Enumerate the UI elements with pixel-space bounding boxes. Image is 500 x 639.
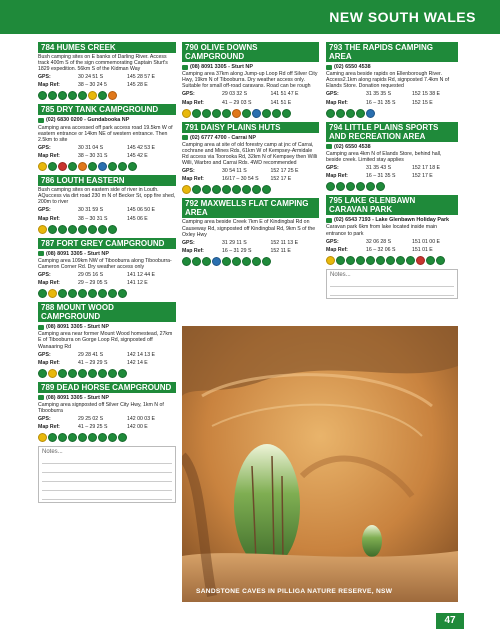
facility-icon [58, 289, 67, 298]
phone-icon [38, 118, 44, 123]
map-ref-row [38, 82, 176, 88]
facility-icon [346, 256, 355, 265]
campsite-entry [326, 195, 458, 265]
gps-label: GPS: [182, 168, 195, 175]
map-ref-row [326, 100, 458, 106]
facility-icon [192, 257, 201, 266]
facility-icon [48, 369, 57, 378]
facility-icon [98, 369, 107, 378]
map-ref-label: Map Ref: [326, 173, 348, 180]
facility-icon [242, 185, 251, 194]
gps-label: GPS: [326, 165, 339, 172]
facility-icon [182, 109, 191, 118]
notes-line [42, 455, 172, 464]
facility-icon [212, 257, 221, 266]
campsite-phone [326, 64, 458, 70]
phone-icon [326, 144, 332, 149]
gps-row [182, 91, 319, 97]
gps-latitude: 31 29 11 S [222, 239, 247, 246]
facility-icon [78, 433, 87, 442]
gps-longitude: 145 06 50 E [127, 207, 155, 214]
map-ref-longitude: 152 11 E [270, 247, 291, 254]
facility-icons [326, 109, 458, 118]
gps-row [182, 168, 319, 174]
gps-label: GPS: [182, 91, 195, 98]
facility-icon [376, 182, 385, 191]
facility-icon [252, 257, 261, 266]
facility-icons [38, 162, 176, 171]
campsite-entry [38, 42, 176, 100]
facility-icon [78, 369, 87, 378]
map-ref-longitude: 145 06 E [127, 215, 148, 222]
phone-text: (02) 6777 4700 - Carrai NP [190, 134, 256, 141]
notes-line [42, 491, 172, 500]
campsite-phone [38, 324, 176, 330]
map-ref-label: Map Ref: [38, 82, 60, 89]
gps-longitude: 152 17 25 E [270, 168, 299, 175]
facility-icon [366, 109, 375, 118]
gps-longitude: 141 12 44 E [127, 272, 155, 278]
page-number: 47 [436, 613, 464, 629]
phone-text: (02) 6830 0200 - Gundabooka NP [46, 117, 130, 124]
facility-icon [406, 256, 415, 265]
map-ref-row [38, 153, 176, 159]
campsite-title: 790 OLIVE DOWNS CAMPGROUND [182, 42, 319, 62]
gps-latitude: 29 03 32 S [222, 91, 248, 98]
map-ref-longitude: 152 17 E [270, 176, 292, 183]
facility-icon [88, 289, 97, 298]
campsite-entry [38, 104, 176, 171]
facility-icon [78, 225, 87, 234]
map-ref-longitude: 151 01 E [412, 246, 433, 253]
notes-label: Notes... [330, 271, 351, 278]
notes-line [330, 287, 454, 296]
facility-icon [88, 433, 97, 442]
campsite-title: 794 LITTLE PLAINS SPORTS AND RECREATION AREA [326, 122, 458, 142]
facility-icon [118, 162, 127, 171]
facility-icon [242, 257, 251, 266]
facility-icon [356, 182, 365, 191]
map-ref-row [182, 248, 319, 254]
gps-longitude: 141 51 47 E [270, 91, 299, 98]
map-ref-value: 29 – 29 05 S [78, 280, 108, 287]
facility-icon [78, 91, 87, 100]
map-ref-value: 16 – 31 29 S [222, 247, 252, 254]
gps-label: GPS: [326, 238, 339, 245]
campsite-phone [182, 135, 319, 141]
campsite-title: 795 LAKE GLENBAWN CARAVAN PARK [326, 195, 458, 215]
facility-icon [202, 185, 211, 194]
notes-line [330, 278, 454, 287]
campsite-description: Camping area beside Creek 7km E of Kindingbal Rd on Causeway Rd, signposted off Kindingbal Rd, 9km S of the Oxley Hwy [182, 219, 316, 238]
facility-icon [38, 162, 47, 171]
facility-icon [48, 162, 57, 171]
facility-icon [108, 225, 117, 234]
facility-icon [58, 433, 67, 442]
gps-longitude: 152 17 18 E [412, 165, 440, 172]
facility-icon [48, 289, 57, 298]
facility-icon [242, 109, 251, 118]
gps-latitude: 30 24 51 S [78, 74, 104, 81]
facility-icons [38, 91, 176, 100]
facility-icon [58, 369, 67, 378]
campsite-description: Camping area 4km N of Elands Store, behind hall, beside creek. Limited stay applies [326, 150, 442, 163]
facility-icon [356, 109, 365, 118]
facility-icon [192, 109, 201, 118]
map-ref-label: Map Ref: [182, 99, 204, 106]
campsite-title: 789 DEAD HORSE CAMPGROUND [38, 382, 176, 393]
facility-icon [346, 109, 355, 118]
campsite-entry [38, 175, 176, 233]
map-ref-longitude: 142 14 E [127, 359, 148, 366]
gps-row [38, 352, 176, 358]
campsite-title: 793 THE RAPIDS CAMPING AREA [326, 42, 458, 62]
notes-box[interactable] [326, 269, 458, 299]
feature-photo [182, 326, 458, 602]
gps-longitude: 145 42 53 E [127, 144, 155, 151]
gps-row [182, 240, 319, 246]
facility-icon [222, 185, 231, 194]
column-1 [38, 42, 176, 503]
phone-text: (08) 8091 3305 - Sturt NP [46, 324, 109, 331]
map-ref-longitude: 142 00 E [127, 424, 148, 431]
campsite-phone [38, 117, 176, 123]
facility-icon [58, 91, 67, 100]
facility-icon [48, 91, 57, 100]
map-ref-label: Map Ref: [182, 247, 204, 254]
gps-longitude: 152 15 38 E [412, 91, 440, 98]
campsite-description: Camping area at site of old forestry camp at jnc of Carrai, cochrane and Mines Rds, 61km W of Kempsey-Armidale Rd access via Toorooka Rd, 32km N of Kempsey then Willi Willi, Warbro and Carrai Rds. 4WD recommended [182, 141, 318, 167]
campsite-entry [326, 42, 458, 118]
facility-icon [252, 109, 261, 118]
facility-icon [38, 369, 47, 378]
facility-icon [38, 433, 47, 442]
map-ref-row [326, 247, 458, 253]
phone-icon [326, 65, 332, 70]
campsite-title: 785 DRY TANK CAMPGROUND [38, 104, 176, 115]
photo-caption: SANDSTONE CAVES IN PILLIGA NATURE RESERVE, NSW [196, 588, 393, 595]
facility-icon [98, 225, 107, 234]
gps-label: GPS: [38, 207, 51, 214]
facility-icon [182, 185, 191, 194]
facility-icon [88, 225, 97, 234]
map-ref-value: 16 – 31 35 S [366, 99, 396, 106]
facility-icons [326, 182, 458, 191]
facility-icon [38, 225, 47, 234]
notes-label: Notes... [42, 449, 63, 456]
campsite-description: Camping area 37km along Jump-up Loop Rd off Silver City Hwy, 19km N of Tibooburra. Dry weather access only. Suitable for small off-road caravans. Road can be rough [182, 71, 318, 90]
notes-box[interactable] [38, 446, 176, 503]
gps-latitude: 29 05 16 S [78, 272, 104, 278]
campsite-entry [182, 122, 319, 195]
map-ref-value: 16 – 32 06 S [366, 246, 396, 253]
campsite-phone [38, 395, 176, 401]
facility-icon [58, 225, 67, 234]
facility-icon [98, 91, 107, 100]
facility-icon [336, 256, 345, 265]
gps-latitude: 32 06 28 S [366, 238, 392, 245]
map-ref-value: 38 – 30 24 5 [78, 82, 107, 89]
facility-icons [182, 109, 319, 118]
facility-icon [108, 91, 117, 100]
map-ref-value: 16 – 31 35 S [366, 173, 396, 180]
map-ref-row [326, 173, 458, 179]
campsite-description: Bush camping sites on eastern side of river in Louth. AQuccess via dirt road 230 m N of Becker St, opp fire shed, 200m to river [38, 187, 176, 206]
campsite-phone [182, 64, 319, 70]
facility-icon [202, 257, 211, 266]
gps-row [38, 145, 176, 151]
facility-icon [396, 256, 405, 265]
gps-longitude: 142 14 13 E [127, 351, 155, 358]
map-ref-value: 38 – 30 31 S [78, 215, 108, 222]
facility-icon [68, 91, 77, 100]
campsite-phone [38, 251, 176, 257]
column-3 [326, 42, 458, 299]
phone-text: (08) 8091 3305 - Sturt NP [46, 394, 109, 401]
campsite-title: 792 MAXWELLS FLAT CAMPING AREA [182, 198, 319, 218]
gps-latitude: 29 25 02 S [78, 416, 104, 423]
facility-icon [222, 109, 231, 118]
facility-icon [252, 185, 261, 194]
facility-icon [108, 162, 117, 171]
facility-icon [58, 162, 67, 171]
facility-icon [108, 289, 117, 298]
map-ref-row [38, 360, 176, 366]
facility-icon [98, 289, 107, 298]
facility-icon [108, 433, 117, 442]
gps-latitude: 30 31 04 S [78, 144, 104, 151]
gps-latitude: 30 54 11 S [222, 168, 247, 175]
gps-label: GPS: [38, 351, 51, 358]
gps-longitude: 145 28 57 E [127, 74, 155, 81]
map-ref-label: Map Ref: [38, 153, 60, 160]
map-ref-value: 38 – 30 31 S [78, 153, 108, 160]
map-ref-row [182, 176, 319, 182]
facility-icon [38, 289, 47, 298]
campsite-title: 787 FORT GREY CAMPGROUND [38, 238, 176, 249]
phone-text: (02) 6543 7193 - Lake Glenbawn Holiday Park [334, 217, 450, 224]
facility-icon [98, 162, 107, 171]
phone-text: (08) 8091 3305 - Sturt NP [46, 250, 109, 257]
gps-label: GPS: [38, 144, 51, 151]
campsite-entry [182, 42, 319, 118]
facility-icon [356, 256, 365, 265]
gps-latitude: 31 35 43 S [366, 165, 392, 172]
facility-icon [68, 433, 77, 442]
gps-longitude: 151 01 00 E [412, 238, 440, 245]
map-ref-longitude: 152 15 E [412, 99, 433, 106]
facility-icon [88, 162, 97, 171]
facility-icon [386, 256, 395, 265]
gps-row [326, 239, 458, 245]
phone-icon [182, 65, 188, 70]
phone-icon [38, 251, 44, 256]
map-ref-label: Map Ref: [38, 424, 60, 431]
facility-icons [38, 369, 176, 378]
map-ref-label: Map Ref: [38, 280, 60, 287]
facility-icon [192, 185, 201, 194]
phone-icon [38, 325, 44, 330]
facility-icon [262, 257, 271, 266]
facility-icon [68, 225, 77, 234]
map-ref-longitude: 141 51 E [270, 99, 292, 106]
gps-row [326, 91, 458, 97]
gps-row [326, 165, 458, 171]
campsite-title: 791 DAISY PLAINS HUTS [182, 122, 319, 133]
map-ref-row [182, 100, 319, 106]
map-ref-value: 41 – 29 03 S [222, 99, 252, 106]
gps-label: GPS: [38, 416, 51, 423]
gps-longitude: 152 11 13 E [270, 239, 299, 246]
facility-icon [326, 182, 335, 191]
facility-icon [68, 369, 77, 378]
gps-label: GPS: [38, 272, 51, 278]
facility-icon [366, 256, 375, 265]
facility-icon [376, 256, 385, 265]
map-ref-label: Map Ref: [182, 176, 204, 183]
facility-icon [182, 257, 191, 266]
gps-row [38, 207, 176, 213]
campsite-title: 784 HUMES CREEK [38, 42, 176, 53]
facility-icon [326, 109, 335, 118]
campsite-description: Camping area 109km NW of Tibooburra along Tibooburra-Cameron Corner Rd. Dry weather access only [38, 257, 172, 270]
map-ref-value: 16/17 – 30 54 S [222, 176, 259, 183]
sandstone-cave-image [182, 326, 458, 602]
facility-icon [336, 109, 345, 118]
facility-icon [416, 256, 425, 265]
map-ref-label: Map Ref: [38, 215, 60, 222]
facility-icons [182, 185, 319, 194]
facility-icon [118, 433, 127, 442]
facility-icon [212, 185, 221, 194]
notes-line [42, 464, 172, 473]
gps-latitude: 30 31 59 S [78, 207, 104, 214]
facility-icon [262, 109, 271, 118]
campsite-entry [326, 122, 458, 192]
map-ref-value: 41 – 29 29 S [78, 359, 108, 366]
facility-icon [272, 109, 281, 118]
map-ref-row [38, 424, 176, 430]
region-title: NEW SOUTH WALES [329, 9, 476, 25]
campsite-phone [326, 144, 458, 150]
campsite-title: 786 LOUTH EASTERN [38, 175, 176, 186]
facility-icon [262, 185, 271, 194]
map-ref-row [38, 280, 176, 286]
facility-icon [48, 225, 57, 234]
campsite-description: Camping area accessed off park access road 19.5km W of eastern entrance or 14km NE of western entrance. Then 2.5km to site [38, 124, 173, 143]
facility-icon [68, 162, 77, 171]
facility-icon [336, 182, 345, 191]
gps-row [38, 74, 176, 80]
facility-icon [202, 109, 211, 118]
facility-icon [118, 289, 127, 298]
map-ref-label: Map Ref: [38, 359, 60, 366]
phone-icon [182, 135, 188, 140]
gps-label: GPS: [182, 239, 195, 246]
map-ref-longitude: 145 28 E [127, 82, 148, 89]
phone-icon [38, 395, 44, 400]
facility-icon [118, 369, 127, 378]
map-ref-value: 41 – 29 25 S [78, 424, 108, 431]
campsite-description: Camping area near former Mount Wood homestead, 27km E of Tibooburra on Gorge Loop Rd, signposted off Wanaaring Rd [38, 331, 173, 350]
facility-icons [38, 225, 176, 234]
facility-icons [38, 433, 176, 442]
gps-label: GPS: [326, 91, 339, 98]
gps-latitude: 29 28 41 S [78, 351, 104, 358]
gps-row [38, 416, 176, 422]
notes-line [42, 473, 172, 482]
gps-label: GPS: [38, 74, 51, 81]
facility-icon [68, 289, 77, 298]
facility-icon [128, 162, 137, 171]
map-ref-longitude: 145 42 E [127, 153, 148, 160]
facility-icon [48, 433, 57, 442]
notes-line [42, 482, 172, 491]
facility-icon [426, 256, 435, 265]
facility-icons [38, 289, 176, 298]
facility-icon [366, 182, 375, 191]
facility-icons [182, 257, 319, 266]
facility-icon [222, 257, 231, 266]
facility-icon [232, 185, 241, 194]
campsite-description: Camping area signposted off Silver City Hwy, 1km N of Tibooburra [38, 402, 164, 415]
map-ref-label: Map Ref: [326, 246, 348, 253]
facility-icon [212, 109, 221, 118]
facility-icon [108, 369, 117, 378]
map-ref-label: Map Ref: [326, 99, 348, 106]
facility-icon [326, 256, 335, 265]
facility-icon [346, 182, 355, 191]
campsite-entry [38, 238, 176, 299]
facility-icons [326, 256, 458, 265]
campsite-entry [38, 302, 176, 378]
campsite-entry [38, 382, 176, 443]
page-header [0, 0, 500, 34]
facility-icon [38, 91, 47, 100]
facility-icon [282, 109, 291, 118]
phone-text: (02) 6550 4538 [334, 64, 371, 70]
phone-text: (08) 8091 3305 - Sturt NP [190, 64, 253, 70]
facility-icon [88, 369, 97, 378]
campsite-title: 788 MOUNT WOOD CAMPGROUND [38, 302, 176, 322]
campsite-entry [182, 198, 319, 265]
gps-latitude: 31 35 35 S [366, 91, 392, 98]
phone-icon [326, 218, 332, 223]
facility-icon [98, 433, 107, 442]
gps-longitude: 142 00 03 E [127, 416, 155, 423]
campsite-description: Caravan park 6km from lake located inside main entrance to park [326, 224, 438, 237]
campsite-description: Caming area beside rapids on Ellenborough River. Access2.1km along rapids Rd, signposted 7.4km N of Elands Store. Donation requested [326, 71, 450, 90]
gps-row [38, 272, 176, 278]
facility-icon [88, 91, 97, 100]
facility-icon [232, 109, 241, 118]
map-ref-longitude: 141 12 E [127, 280, 148, 287]
campsite-description: Bush camping sites on E banks of Darling River. Access track 400m S of the sign commemorating Captain Sturt's 1829 expedition. 56km S of the Kidman Way [38, 54, 168, 73]
campsite-phone [326, 217, 458, 223]
facility-icon [436, 256, 445, 265]
map-ref-longitude: 152 17 E [412, 173, 433, 180]
facility-icon [78, 289, 87, 298]
phone-text: (02) 6550 4538 [334, 143, 371, 150]
column-2 [182, 42, 319, 270]
facility-icon [232, 257, 241, 266]
map-ref-row [38, 216, 176, 222]
facility-icon [78, 162, 87, 171]
